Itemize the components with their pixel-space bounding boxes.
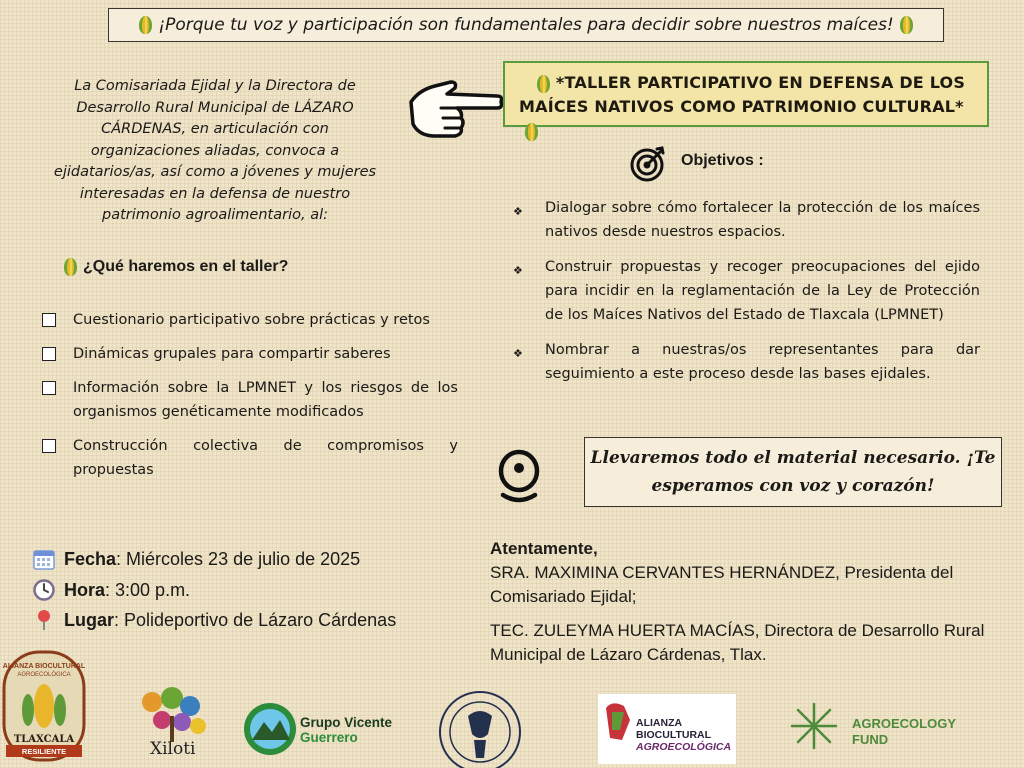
que-haremos-heading [58, 258, 288, 276]
svg-text:Guerrero: Guerrero [300, 730, 358, 745]
lugar-value: : Polideportivo de Lázaro Cárdenas [114, 609, 397, 630]
corn-icon [139, 16, 152, 34]
signer-1: SRA. MAXIMINA CERVANTES HERNÁNDEZ, Presidenta del Comisariado Ejidal; [490, 563, 954, 606]
svg-text:ALIANZA: ALIANZA [636, 717, 683, 729]
svg-text:AGROECOLOGY: AGROECOLOGY [852, 716, 957, 731]
intro-text: La Comisariada Ejidal y la Directora de Desarrollo Rural Municipal de LÁZARO CÁRDENAS, en articulación con organizaciones aliadas, convoca a ejidatarios/as, así como a jóvenes y mujeres interesadas en la defensa de nuestro patrimonio agroalimentario, al: [53, 78, 377, 223]
signer-2: TEC. ZULEYMA HUERTA MACÍAS, Directora de Desarrollo Rural Municipal de Lázaro Cárdenas, Tlax. [490, 621, 985, 664]
university-seal [440, 692, 520, 768]
title-line-2: MAÍCES NATIVOS COMO PATRIMONIO CULTURAL* [519, 97, 964, 116]
list-item: ❖ Construir propuestas y recoger preocupaciones del ejido para incidir en la reglamentación de la Ley de Protección de los Maíces Nativos del Estado de Tlaxcala (LPMNET) [513, 259, 980, 323]
smiling-face-icon [495, 449, 543, 505]
pin-icon [33, 609, 55, 631]
grupo-vicente-guerrero-logo [244, 703, 393, 755]
calendar-icon [33, 548, 55, 570]
alianza-biocultural-logo [598, 694, 736, 764]
corn-icon [900, 16, 913, 34]
pointing-hand-icon [405, 72, 505, 140]
list-item: ❖ Dialogar sobre cómo fortalecer la protección de los maíces nativos desde nuestros espacios. [513, 200, 980, 240]
diamond-bullet-icon: ❖ [513, 347, 523, 360]
svg-text:ALIANZA BIOCULTURAL: ALIANZA BIOCULTURAL [2, 663, 86, 670]
svg-text:RESILIENTE: RESILIENTE [21, 747, 67, 756]
signatures [490, 537, 990, 667]
slogan-banner [108, 8, 944, 42]
checkbox-icon [42, 347, 56, 361]
workshop-title [503, 61, 989, 127]
atentamente: Atentamente, [490, 539, 598, 558]
checkbox-icon [42, 439, 56, 453]
fecha-row [33, 546, 453, 572]
que-haremos-text: ¿Qué haremos en el taller? [83, 258, 289, 276]
list-item: ❖ Nombrar a nuestras/os representantes para dar seguimiento a este proceso desde las bases ejidales. [513, 342, 980, 382]
checkbox-icon [42, 313, 56, 327]
clock-icon [33, 579, 55, 601]
svg-text:AGROECOLÓGICA: AGROECOLÓGICA [636, 741, 732, 753]
lugar-row [33, 607, 453, 633]
svg-text:FUND: FUND [852, 732, 889, 747]
objetivos-list [512, 196, 980, 397]
list-item: Dinámicas grupales para compartir saberes [40, 342, 458, 366]
title-line-1: *TALLER PARTICIPATIVO EN DEFENSA DE LOS [555, 73, 966, 92]
svg-text:BIOCULTURAL: BIOCULTURAL [636, 729, 712, 741]
slogan-text: ¡Porque tu voz y participación son fundamentales para decidir sobre nuestros maíces! [158, 15, 894, 35]
svg-text:Xiloti: Xiloti [150, 739, 196, 759]
diamond-bullet-icon: ❖ [513, 264, 523, 277]
objetivos-heading: Objetivos : [681, 152, 764, 169]
alianza-tlaxcala-logo [3, 652, 86, 760]
checkbox-icon [42, 381, 56, 395]
diamond-bullet-icon: ❖ [513, 205, 523, 218]
activities-list [40, 308, 458, 492]
list-item: Información sobre la LPMNET y los riesgos de los organismos genéticamente modificados [40, 376, 458, 424]
svg-text:Grupo Vicente: Grupo Vicente [300, 715, 393, 730]
lugar-label: Lugar [64, 609, 115, 630]
material-box: Llevaremos todo el material necesario. ¡Te esperamos con voz y corazón! [584, 437, 1002, 507]
target-icon [630, 146, 666, 182]
xiloti-logo [142, 687, 206, 759]
hora-row [33, 577, 453, 603]
svg-text:TLAXCALA: TLAXCALA [13, 734, 75, 745]
hora-value: : 3:00 p.m. [105, 579, 191, 600]
svg-text:AGROECOLÓGICA: AGROECOLÓGICA [17, 672, 71, 678]
fecha-label: Fecha [64, 548, 117, 569]
fecha-value: : Miércoles 23 de julio de 2025 [116, 548, 361, 569]
list-item: Construcción colectiva de compromisos y propuestas [40, 434, 458, 482]
list-item: Cuestionario participativo sobre prácticas y retos [40, 308, 458, 332]
hora-label: Hora [64, 579, 106, 600]
corn-icon [64, 258, 77, 276]
sponsor-logos [0, 650, 1024, 768]
agroecology-fund-logo [792, 704, 956, 748]
corn-icon [537, 75, 550, 93]
corn-icon [525, 123, 538, 141]
